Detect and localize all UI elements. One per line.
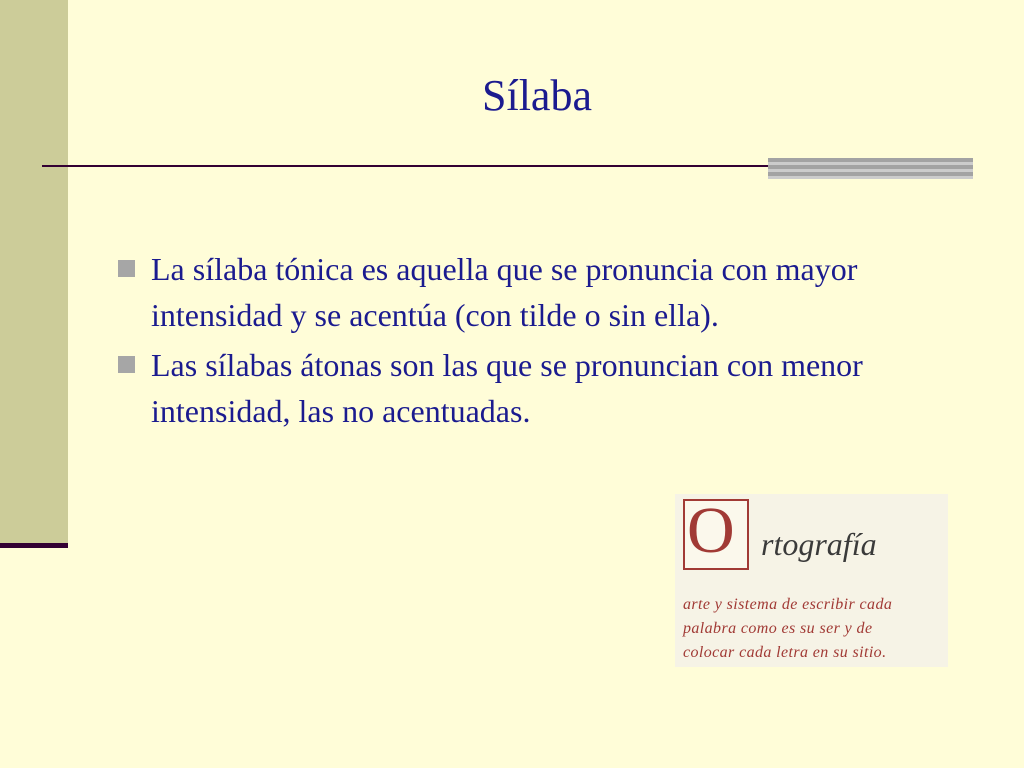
logo-definition — [683, 593, 945, 665]
bullet-list — [118, 246, 968, 438]
logo-definition-line: colocar cada letra en su sitio. — [683, 644, 887, 661]
side-bar-underline — [0, 543, 68, 548]
square-bullet-icon — [118, 260, 135, 277]
logo-initial: O — [687, 494, 735, 567]
bullet-text: Las sílabas átonas son las que se pronuncian con menor intensidad, las no acentuadas. — [151, 347, 863, 429]
title-divider — [42, 165, 770, 167]
ortografia-logo-image — [675, 494, 948, 667]
logo-definition-line: palabra como es su ser y de — [683, 620, 873, 637]
title-divider-block — [768, 158, 973, 179]
bullet-item — [118, 342, 968, 434]
bullet-item — [118, 246, 968, 338]
logo-word: rtografía — [761, 526, 877, 562]
square-bullet-icon — [118, 356, 135, 373]
slide-title: Sílaba — [482, 71, 592, 120]
logo-definition-line: arte y sistema de escribir cada — [683, 596, 893, 613]
bullet-text: La sílaba tónica es aquella que se pronuncia con mayor intensidad y se acentúa (con tilde o sin ella). — [151, 251, 858, 333]
